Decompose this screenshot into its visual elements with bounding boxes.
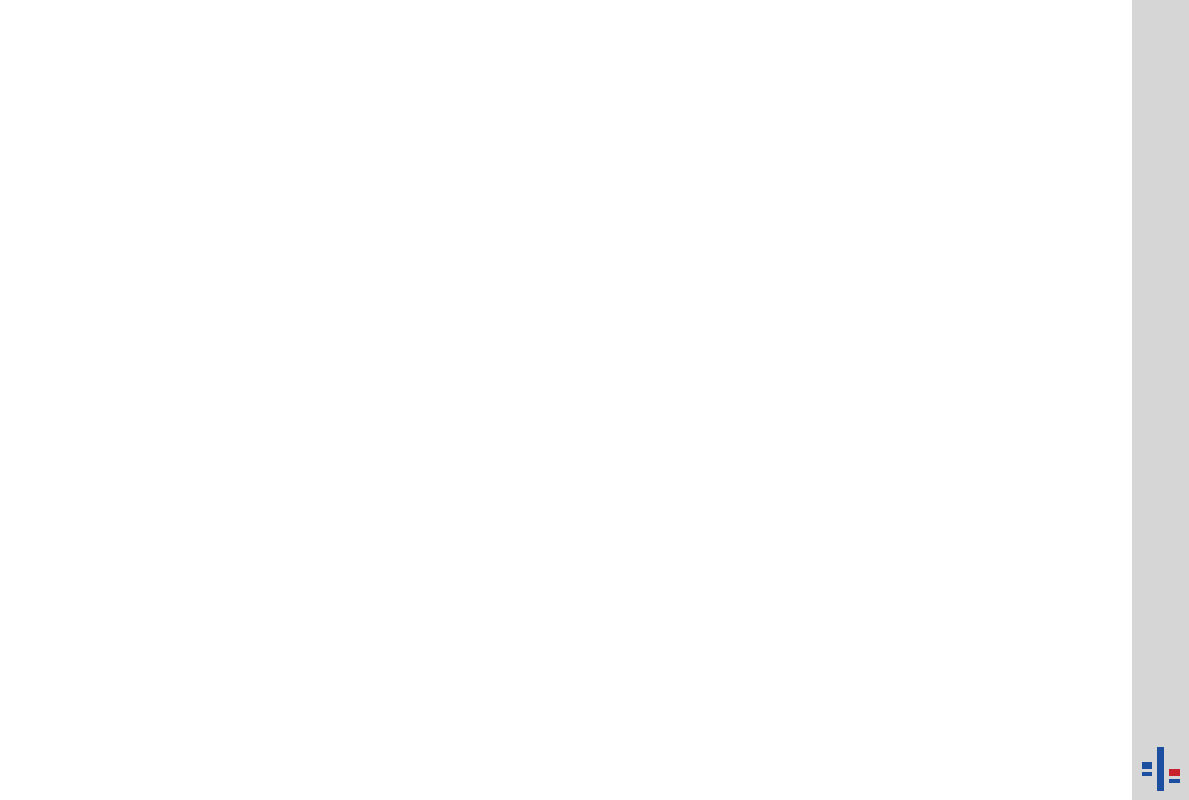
viewer-sidebar xyxy=(1132,0,1189,800)
library-logo-icon xyxy=(1140,745,1182,793)
